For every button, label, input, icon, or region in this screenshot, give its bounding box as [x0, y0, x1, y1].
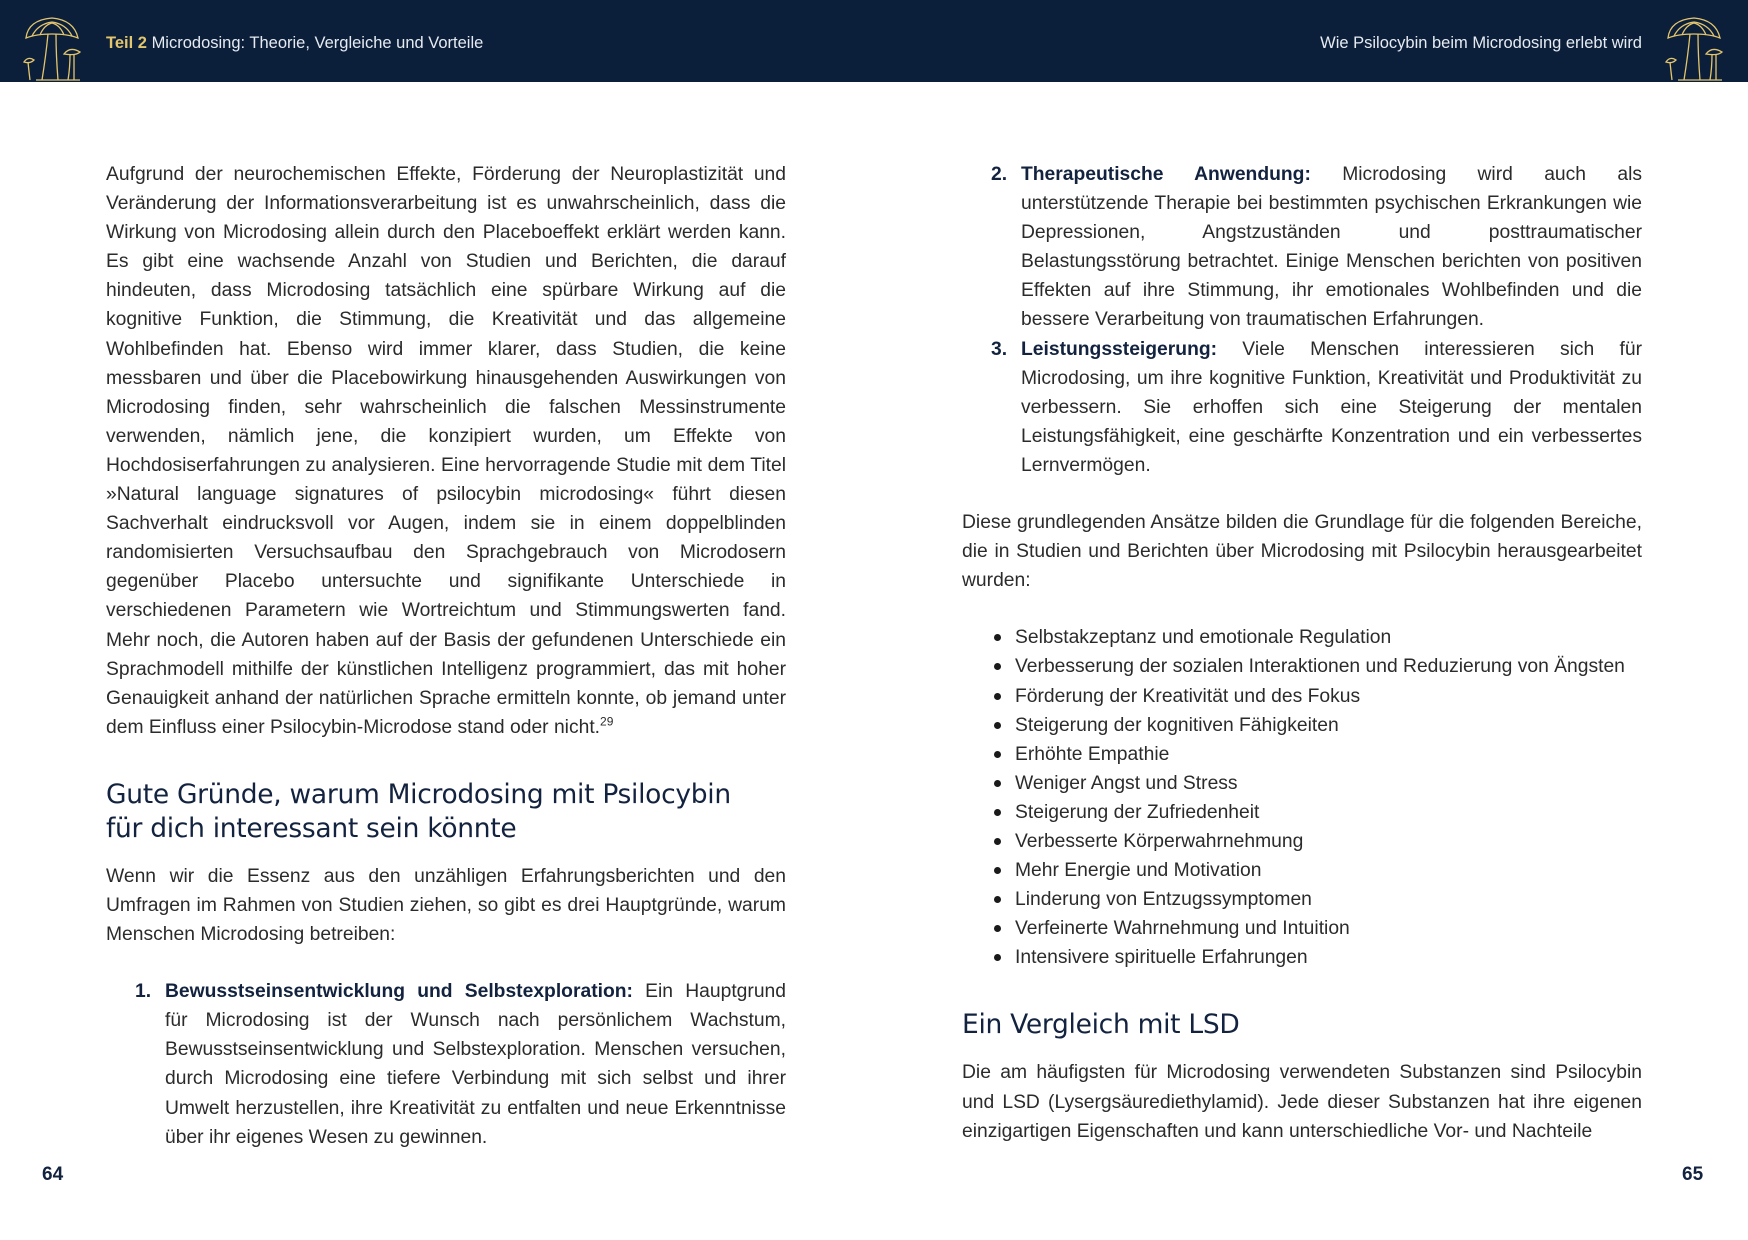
list-item	[962, 885, 1642, 914]
list-number: 1.	[135, 981, 152, 1003]
list-term: Therapeutische Anwendung:	[1021, 164, 1311, 185]
mushroom-logo-icon	[1660, 10, 1732, 82]
list-text: Microdosing wird auch als unterstützende Therapie bei bestimmten psychischen Erkrankungen wie Depressionen, Angstzuständen und posttraumatischer Belastungsstörung betrachtet. Einige Menschen berichten von positiven Effekten auf ihre Stimmung, ihr emotionales Wohlbefinden und die bessere Verarbeitung von traumatischen Erfahrungen.	[1021, 164, 1642, 331]
bullet-text: Verbesserte Körperwahrnehmung	[1015, 830, 1304, 852]
running-header	[0, 0, 1748, 82]
bullet-icon	[994, 663, 1001, 670]
bullet-text: Steigerung der Zufriedenheit	[1015, 801, 1260, 823]
heading-line-1: Gute Gründe, warum Microdosing mit Psilocybin	[106, 778, 731, 810]
bullet-icon	[994, 722, 1001, 729]
list-term: Leistungssteigerung:	[1021, 338, 1218, 360]
intro-text: Aufgrund der neurochemischen Effekte, Förderung der Neuroplastizität und Veränderung der Informationsverarbeitung ist es unwahrscheinlich, dass die Wirkung von Microdosing allein durch den Placeboeffekt erklärt werden kann. Es gibt eine wachsende Anzahl von Studien und Berichten, die darauf hindeuten, dass Microdosing tatsächlich eine spürbare Wirkung auf die kognitive Funktion, die Stimmung, die Kreativität und das allgemeine Wohlbefinden hat. Ebenso wird immer klarer, dass Studien, die keine messbaren und über die Placebowirkung hinausgehenden Auswirkungen von Microdosing finden, sehr wahrscheinlich die falschen Messinstrumente verwenden, nämlich jene, die konzipiert wurden, um Effekte von Hochdosiserfahrungen zu analysieren. Eine hervorragende Studie mit dem Titel »Natural language signatures of psilocybin microdosing« führt diesen Sachverhalt eindrucksvoll vor Augen, indem sie in einem doppelblinden randomisierten Versuchsaufbau den Sprachgebrauch von Microdosern gegenüber Placebo untersuchte und signifikante Unterschiede in verschiedenen Parametern wie Wortreichtum und Stimmungswerten fand. Mehr noch, die Autoren haben auf der Basis der gefundenen Unterschiede ein Sprachmodell mithilfe der künstlichen Intelligenz programmiert, das mit hoher Genauigkeit anhand der natürlichen Sprache ermitteln konnte, ob jemand unter dem Einfluss einer Psilocybin-Microdose stand oder nicht.	[106, 164, 786, 738]
list-item	[962, 769, 1642, 798]
list-item	[962, 798, 1642, 827]
bullet-icon	[994, 954, 1001, 961]
heading-line-2: für dich interessant sein könnte	[106, 812, 517, 844]
footnote-ref: 29	[600, 714, 614, 729]
section-heading-reasons	[106, 778, 786, 846]
header-chapter-title: Microdosing: Theorie, Vergleiche und Vorteile	[151, 34, 484, 52]
mushroom-logo-icon	[18, 10, 90, 82]
bullet-text: Verfeinerte Wahrnehmung und Intuition	[1015, 918, 1350, 940]
list-item	[962, 856, 1642, 885]
right-page-column	[962, 160, 1642, 1146]
areas-intro: Diese grundlegenden Ansätze bilden die Grundlage für die folgenden Bereiche, die in Studien und Berichten über Microdosing mit Psilocybin herausgearbeitet wurden:	[962, 512, 1642, 592]
bullet-text: Förderung der Kreativität und des Fokus	[1015, 685, 1361, 707]
list-term: Bewusstseinsentwicklung und Selbstexploration:	[165, 981, 633, 1003]
bullet-text: Intensivere spirituelle Erfahrungen	[1015, 947, 1308, 969]
bullet-icon	[994, 838, 1001, 845]
bullet-text: Mehr Energie und Motivation	[1015, 860, 1262, 882]
list-item	[962, 623, 1642, 652]
list-item	[962, 914, 1642, 943]
bullet-icon	[994, 693, 1001, 700]
list-item	[962, 943, 1642, 972]
list-number: 3.	[991, 338, 1008, 360]
list-item	[962, 160, 1642, 335]
list-number: 2.	[991, 164, 1008, 185]
list-item	[962, 682, 1642, 711]
list-item	[962, 827, 1642, 856]
section-heading-lsd: Ein Vergleich mit LSD	[962, 1009, 1240, 1041]
bullet-icon	[994, 925, 1001, 932]
header-part-label: Teil 2	[106, 34, 147, 52]
list-item	[962, 335, 1642, 480]
reasons-list	[106, 977, 786, 1152]
bullet-text: Steigerung der kognitiven Fähigkeiten	[1015, 714, 1339, 736]
areas-bullet-list	[962, 623, 1642, 972]
bullet-text: Linderung von Entzugssymptomen	[1015, 889, 1312, 911]
bullet-icon	[994, 809, 1001, 816]
list-item	[106, 977, 786, 1152]
bullet-icon	[994, 634, 1001, 641]
header-chapter	[106, 34, 483, 53]
page-number-left: 64	[42, 1164, 64, 1185]
list-item	[962, 711, 1642, 740]
bullet-text: Weniger Angst und Stress	[1015, 772, 1238, 794]
reasons-list-continued	[962, 160, 1642, 480]
page-number-right: 65	[1682, 1164, 1704, 1185]
list-item	[962, 652, 1642, 681]
left-page-column	[106, 160, 786, 1152]
list-text: Viele Menschen interessieren sich für Microdosing, um ihre kognitive Funktion, Kreativität und Produktivität zu verbessern. Sie erhoffen sich eine Steigerung der mentalen Leistungsfähigkeit, eine geschärfte Konzentration und ein verbessertes Lernvermögen.	[1021, 338, 1642, 476]
reasons-intro: Wenn wir die Essenz aus den unzähligen Erfahrungsberichten und den Umfragen im Rahmen von Studien ziehen, so gibt es drei Hauptgründe, warum Menschen Microdosing betreiben:	[106, 865, 786, 946]
header-section-title: Wie Psilocybin beim Microdosing erlebt wird	[1320, 34, 1642, 52]
bullet-icon	[994, 751, 1001, 758]
bullet-text: Verbesserung der sozialen Interaktionen und Reduzierung von Ängsten	[1015, 656, 1625, 678]
intro-paragraph	[106, 160, 786, 742]
bullet-icon	[994, 867, 1001, 874]
bullet-icon	[994, 896, 1001, 903]
list-item	[962, 740, 1642, 769]
bullet-icon	[994, 780, 1001, 787]
lsd-paragraph: Die am häufigsten für Microdosing verwendeten Substanzen sind Psilocybin und LSD (Lysergsäurediethylamid). Jede dieser Substanzen hat ihre eigenen einzigartigen Eigenschaften und kann unterschiedliche Vor- und Nachteile	[962, 1062, 1642, 1142]
bullet-text: Erhöhte Empathie	[1015, 743, 1170, 765]
list-text: Ein Hauptgrund für Microdosing ist der Wunsch nach persönlichem Wachstum, Bewusstseinsentwicklung und Selbstexploration. Menschen versuchen, durch Microdosing eine tiefere Verbindung mit sich selbst und ihrer Umwelt herzustellen, ihre Kreativität zu entfalten und neue Erkenntnisse über ihr eigenes Wesen zu gewinnen.	[165, 981, 786, 1148]
bullet-text: Selbstakzeptanz und emotionale Regulation	[1015, 627, 1392, 649]
